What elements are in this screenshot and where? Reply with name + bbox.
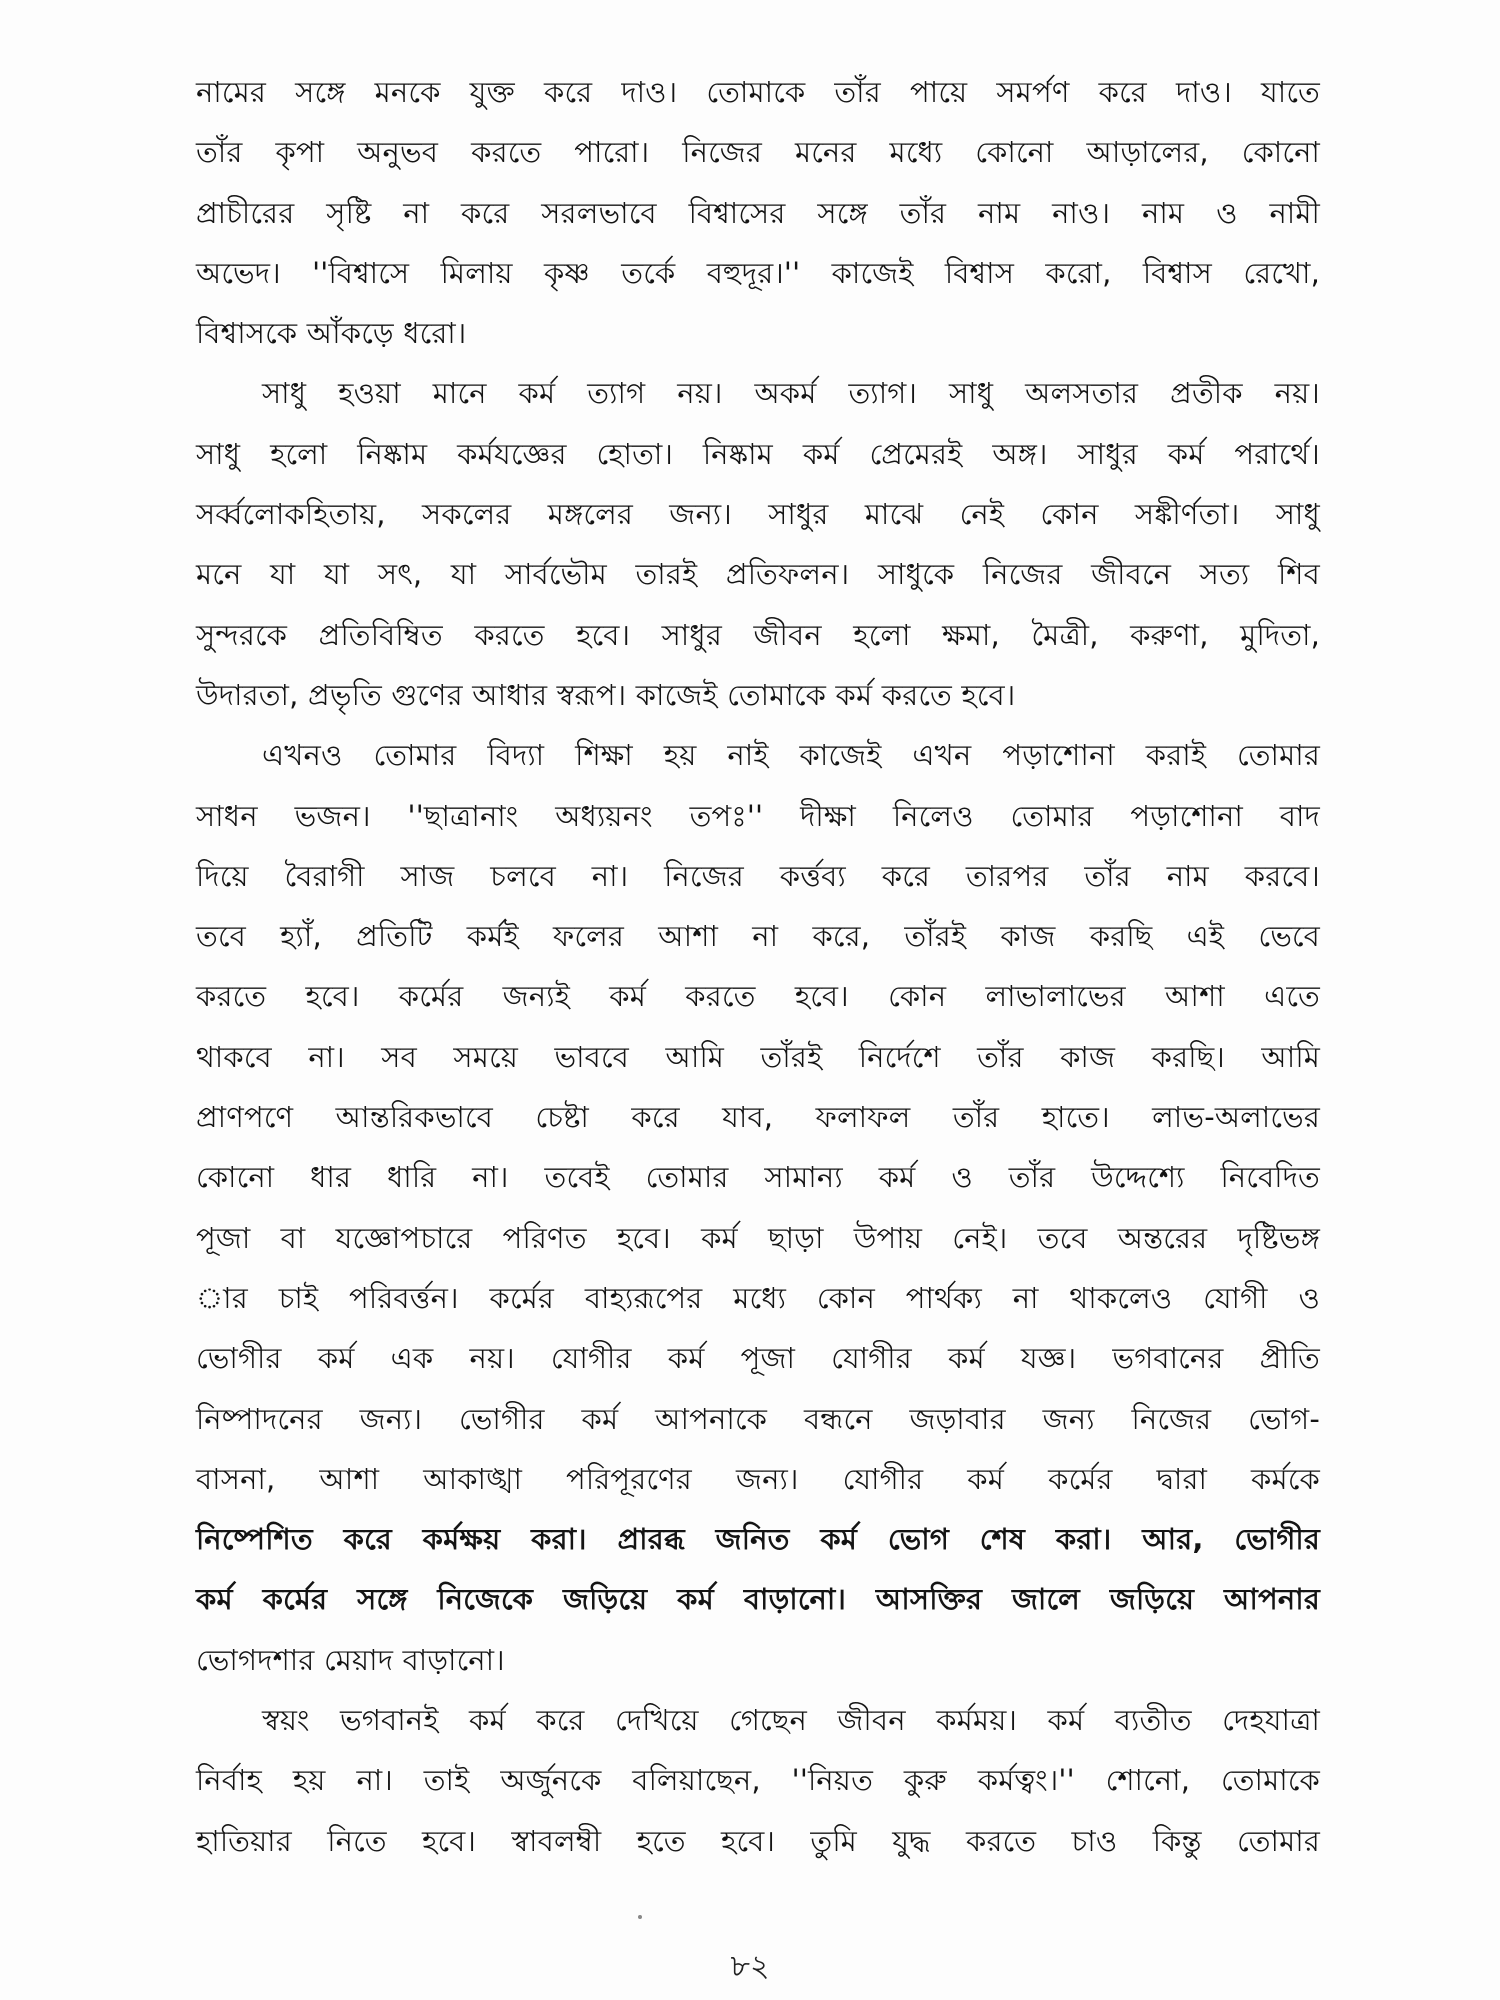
text-line: কোনো ধার ধারি না। তবেই তোমার সামান্য কর্ম ও তাঁর উদ্দেশ্যে নিবেদিত — [196, 1160, 1320, 1195]
text-line: দিয়ে বৈরাগী সাজ চলবে না। নিজের কর্ত্তব্য করে তারপর তাঁর নাম করবে। — [196, 858, 1320, 893]
ink-speck — [638, 1915, 642, 1919]
text-line: এখনও তোমার বিদ্যা শিক্ষা হয় নাই কাজেই এখন পড়াশোনা করাই তোমার — [262, 738, 1320, 773]
text-line: বাসনা, আশা আকাঙ্খা পরিপূরণের জন্য। যোগীর কর্ম কর্মের দ্বারা কর্মকে — [196, 1461, 1320, 1496]
text-line: কর্ম কর্মের সঙ্গে নিজেকে জড়িয়ে কর্ম বাড়ানো। আসক্তির জালে জড়িয়ে আপনার — [196, 1582, 1320, 1617]
text-line: নামের সঙ্গে মনকে যুক্ত করে দাও। তোমাকে তাঁর পায়ে সমর্পণ করে দাও। যাতে — [196, 75, 1320, 109]
text-line: নিষ্পেশিত করে কর্মক্ষয় করা। প্রারব্ধ জনিত কর্ম ভোগ শেষ করা। আর, ভোগীর — [196, 1522, 1320, 1557]
text-line: মনে যা যা সৎ, যা সার্বভৌম তারই প্রতিফলন। সাধুকে নিজের জীবনে সত্য শিব — [196, 557, 1320, 592]
text-line: সাধু হওয়া মানে কর্ম ত্যাগ নয়। অকর্ম ত্যাগ। সাধু অলসতার প্রতীক নয়। — [262, 376, 1320, 411]
text-line: নিষ্পাদনের জন্য। ভোগীর কর্ম আপনাকে বন্ধনে জড়াবার জন্য নিজের ভোগ- — [196, 1401, 1320, 1436]
text-line: সাধু হলো নিষ্কাম কর্মযজ্ঞের হোতা। নিষ্কাম কর্ম প্রেমেরই অঙ্গ। সাধুর কর্ম পরার্থে। — [196, 436, 1320, 471]
text-line: থাকবে না। সব সময়ে ভাববে আমি তাঁরই নির্দেশে তাঁর কাজ করছি। আমি — [196, 1039, 1320, 1074]
text-line: বিশ্বাসকে আঁকড়ে ধরো। — [196, 316, 467, 351]
text-line: সুন্দরকে প্রতিবিম্বিত করতে হবে। সাধুর জীবন হলো ক্ষমা, মৈত্রী, করুণা, মুদিতা, — [196, 617, 1320, 652]
text-line: তাঁর কৃপা অনুভব করতে পারো। নিজের মনের মধ্যে কোনো আড়ালের, কোনো — [196, 135, 1320, 170]
text-line: স্বয়ং ভগবানই কর্ম করে দেখিয়ে গেছেন জীবন কর্মময়। কর্ম ব্যতীত দেহযাত্রা — [262, 1703, 1320, 1738]
text-line: উদারতা, প্রভৃতি গুণের আধার স্বরূপ। কাজেই তোমাকে কর্ম করতে হবে। — [196, 677, 1016, 712]
text-line: সর্ব্বলোকহিতায়, সকলের মঙ্গলের জন্য। সাধুর মাঝে নেই কোন সঙ্কীর্ণতা। সাধু — [196, 497, 1320, 532]
body-text — [196, 62, 1320, 1871]
text-line: অভেদ। ''বিশ্বাসে মিলায় কৃষ্ণ তর্কে বহুদূর।'' কাজেই বিশ্বাস করো, বিশ্বাস রেখো, — [196, 255, 1320, 290]
text-line: হাতিয়ার নিতে হবে। স্বাবলম্বী হতে হবে। তুমি যুদ্ধ করতে চাও কিন্তু তোমার — [196, 1823, 1320, 1858]
text-line: প্রাচীরের সৃষ্টি না করে সরলভাবে বিশ্বাসের সঙ্গে তাঁর নাম নাও। নাম ও নামী — [196, 195, 1320, 230]
text-line: ভোগীর কর্ম এক নয়। যোগীর কর্ম পূজা যোগীর কর্ম যজ্ঞ। ভগবানের প্রীতি — [196, 1341, 1320, 1376]
text-line: তবে হ্যাঁ, প্রতিটি কর্মই ফলের আশা না করে, তাঁরই কাজ করছি এই ভেবে — [196, 919, 1320, 954]
text-line: প্রাণপণে আন্তরিকভাবে চেষ্টা করে যাব, ফলাফল তাঁর হাতে। লাভ-অলাভের — [196, 1100, 1320, 1135]
text-line: নির্বাহ হয় না। তাই অর্জুনকে বলিয়াছেন, ''নিয়ত কুরু কর্মত্বং।'' শোনো, তোমাকে — [196, 1763, 1320, 1798]
text-line: ভোগদশার মেয়াদ বাড়ানো। — [196, 1642, 505, 1677]
text-line: পূজা বা যজ্ঞোপচারে পরিণত হবে। কর্ম ছাড়া উপায় নেই। তবে অন্তরের দৃষ্টিভঙ্গ — [196, 1220, 1320, 1255]
text-line: করতে হবে। কর্মের জন্যই কর্ম করতে হবে। কোন লাভালাভের আশা এতে — [196, 979, 1320, 1014]
page-number: ৮২ — [730, 1949, 770, 1984]
text-line: সাধন ভজন। ''ছাত্রানাং অধ্যয়নং তপঃ'' দীক্ষা নিলেও তোমার পড়াশোনা বাদ — [196, 798, 1320, 833]
text-line: ার চাই পরিবর্ত্তন। কর্মের বাহ্যরূপের মধ্যে কোন পার্থক্য না থাকলেও যোগী ও — [196, 1280, 1320, 1315]
